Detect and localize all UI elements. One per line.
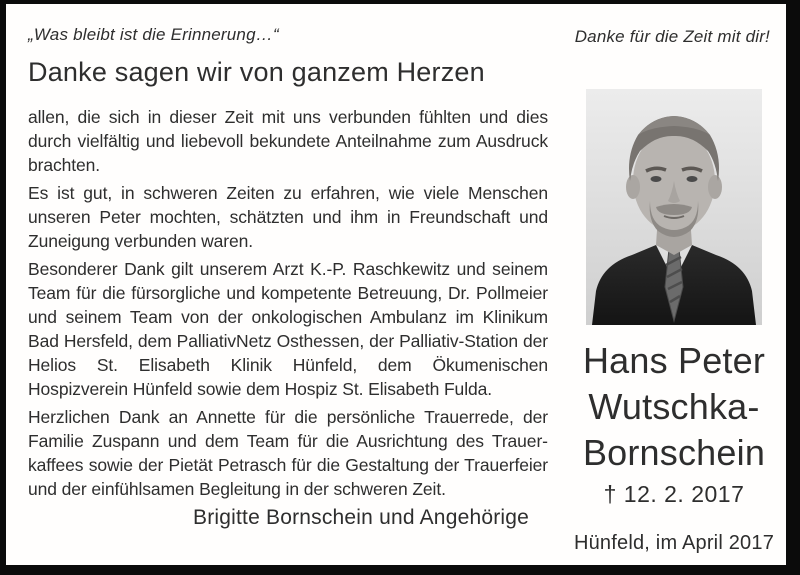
deceased-portrait-photo: [586, 89, 762, 325]
paragraph-acknowledgement: allen, die sich in dieser Zeit mit uns verbunden fühlten und dies durch vielfältig und liebevoll bekundete Anteilnahme zum Ausdruck brachten.: [28, 107, 548, 175]
paragraph-funeral-thanks: Herzlichen Dank an Annette für die persönliche Trauerrede, der Familie Zuspann und dem Team für die Ausrichtung des Trauerkaffees sowie der Pietät Petrasch für die Gestaltung der Trauerfeier und der einfühlsamen Begleitung in der schweren Zeit.: [28, 407, 548, 499]
place-and-date: Hünfeld, im April 2017: [573, 532, 775, 554]
headline: Danke sagen wir von ganzem Herzen: [28, 57, 485, 87]
death-date: † 12. 2. 2017: [603, 481, 745, 507]
deceased-name: [562, 338, 786, 476]
paragraph-medical-thanks: Besonderer Dank gilt unserem Arzt K.-P. Raschkewitz und seinem Team für die fürsorgliche und kompetente Betreuung, Dr. Pollmeier und seinem Team von der onkologischen Ambulanz im Klinikum Bad Hersfeld, dem PalliativNetz Osthessen, der Palliativ-Station der Helios St. Elisabeth Klinik Hünfeld, dem Ökumenischen Hospizverein Hünfeld sowie dem Hospiz St. Elisabeth Fulda.: [28, 259, 548, 399]
deceased-name-line3: Bornschein: [582, 432, 766, 473]
signature-family: Brigitte Bornschein und Angehörige: [193, 506, 530, 529]
quote-top-left: „Was bleibt ist die Erinnerung…“: [28, 25, 279, 44]
deceased-column: [562, 4, 786, 555]
obituary-sheet: [6, 4, 786, 565]
thank-you-text: [28, 105, 548, 501]
paragraph-friendship: Es ist gut, in schweren Zeiten zu erfahren, wie viele Menschen unseren Peter mochten, schätzten und ihm in Freundschaft und Zuneigung verbunden waren.: [28, 183, 548, 251]
deceased-name-line2: Wutschka-: [588, 386, 760, 427]
deceased-name-line1: Hans Peter: [582, 340, 766, 381]
text-column: [28, 24, 548, 531]
quote-top-right: Danke für die Zeit mit dir!: [574, 27, 770, 46]
